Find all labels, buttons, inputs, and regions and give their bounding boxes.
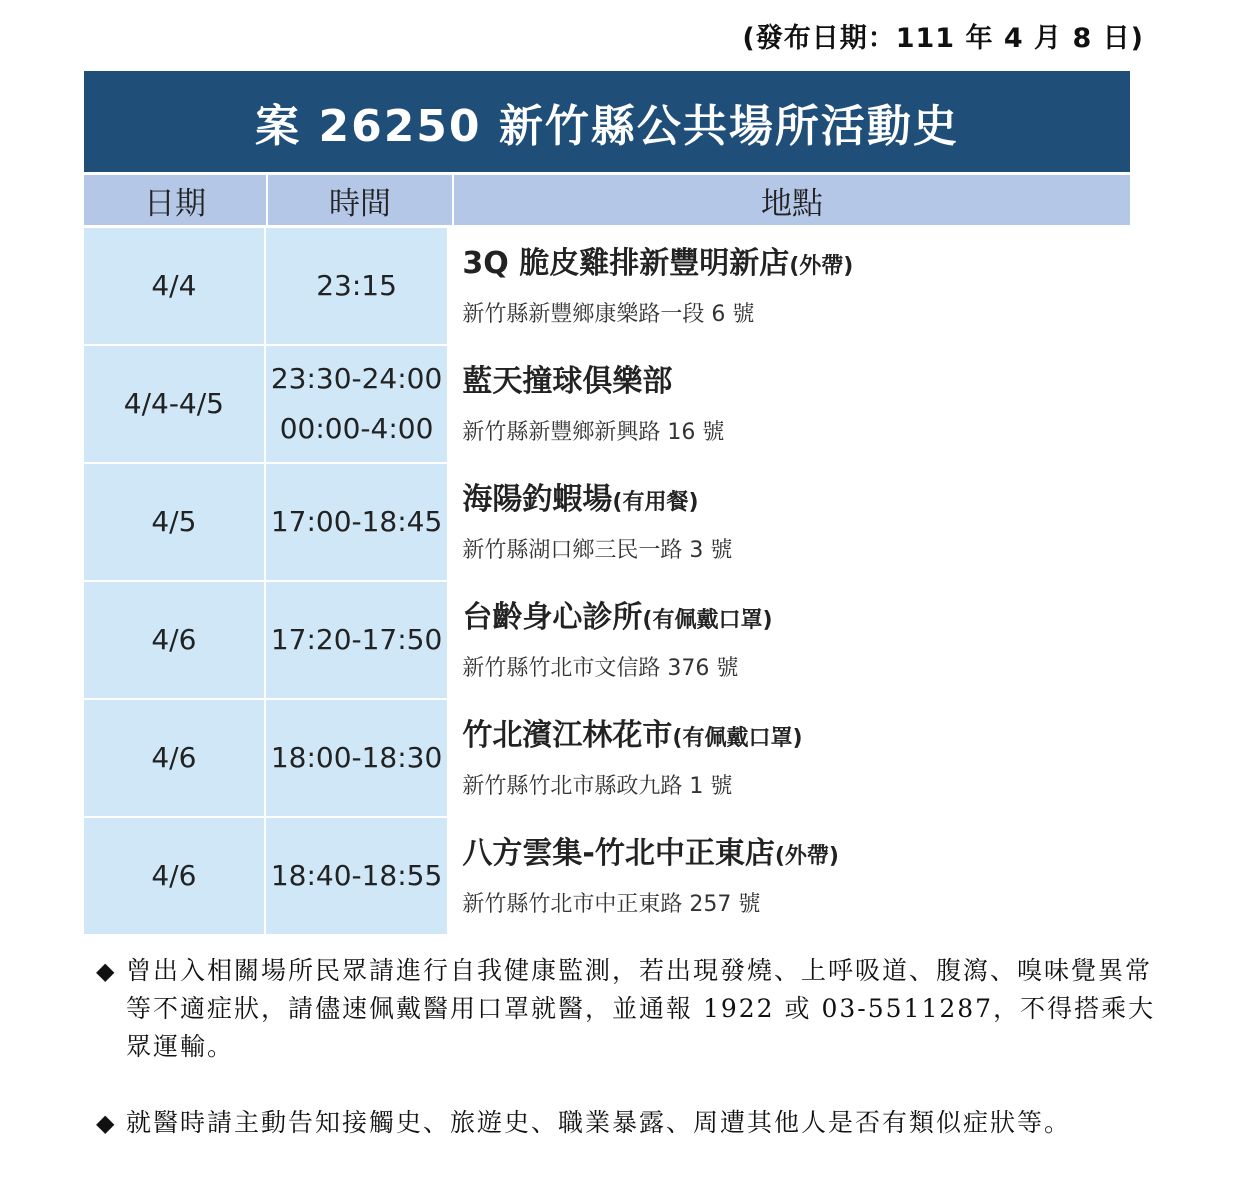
row-date: 4/6 — [84, 818, 264, 934]
place-address: 新竹縣竹北市中正東路 257 號 — [462, 892, 761, 917]
note-text: 就醫時請主動告知接觸史、旅遊史、職業暴露、周遭其他人是否有類似症狀等。 — [126, 1108, 1072, 1137]
place-name-line — [462, 598, 1130, 641]
row-time — [266, 818, 448, 934]
diamond-bullet-icon: ◆ — [96, 957, 117, 985]
time-range: 18:00-18:30 — [270, 741, 443, 774]
row-time — [266, 582, 448, 698]
time-range: 23:15 — [316, 269, 397, 302]
place-name: 台齡身心診所 — [462, 600, 643, 635]
place-name-line — [462, 362, 1130, 405]
row-time — [266, 464, 448, 580]
place-note: (有用餐) — [612, 490, 699, 515]
place-note: (有佩戴口罩) — [672, 726, 803, 751]
time-range: 17:20-17:50 — [270, 623, 443, 656]
release-date: (發布日期：111 年 4 月 8 日) — [742, 23, 1144, 54]
place-note: (外帶) — [774, 844, 839, 869]
table-row — [84, 464, 1130, 580]
row-date: 4/4 — [84, 228, 264, 344]
row-time — [266, 700, 448, 816]
place-name: 藍天撞球俱樂部 — [462, 364, 673, 399]
place-address: 新竹縣新豐鄉康樂路一段 6 號 — [462, 302, 755, 327]
table-row — [84, 818, 1130, 934]
header-time: 時間 — [268, 175, 452, 225]
row-date: 4/4-4/5 — [84, 346, 264, 462]
row-location — [449, 346, 1130, 462]
row-location — [449, 582, 1130, 698]
row-location — [449, 700, 1130, 816]
row-date: 4/6 — [84, 700, 264, 816]
table-body — [84, 228, 1130, 934]
time-range: 00:00-4:00 — [279, 412, 434, 445]
activity-table — [84, 71, 1130, 934]
time-range: 17:00-18:45 — [270, 505, 443, 538]
row-date: 4/5 — [84, 464, 264, 580]
header-location: 地點 — [454, 175, 1130, 225]
row-location — [449, 464, 1130, 580]
place-address: 新竹縣新豐鄉新興路 16 號 — [462, 420, 725, 445]
note-paragraph — [96, 952, 1156, 1066]
time-range: 18:40-18:55 — [270, 859, 443, 892]
place-name-line — [462, 834, 1130, 877]
place-note: (外帶) — [789, 254, 854, 279]
diamond-bullet-icon: ◆ — [96, 1109, 117, 1137]
table-title: 案 26250 新竹縣公共場所活動史 — [84, 71, 1130, 172]
time-range: 23:30-24:00 — [270, 362, 443, 395]
health-notes — [96, 952, 1156, 1142]
place-name-line — [462, 244, 1130, 287]
place-address: 新竹縣竹北市縣政九路 1 號 — [462, 774, 733, 799]
row-location — [449, 228, 1130, 344]
place-name-line — [462, 716, 1130, 759]
row-time — [266, 228, 448, 344]
place-address: 新竹縣竹北市文信路 376 號 — [462, 656, 739, 681]
place-name-line — [462, 480, 1130, 523]
table-row — [84, 700, 1130, 816]
header-date: 日期 — [84, 175, 266, 225]
table-row — [84, 346, 1130, 462]
row-time — [266, 346, 448, 462]
place-name: 竹北濱江林花市 — [462, 718, 673, 753]
place-note: (有佩戴口罩) — [642, 608, 773, 633]
place-name: 海陽釣蝦場 — [462, 482, 613, 517]
place-name: 八方雲集-竹北中正東店 — [462, 836, 775, 871]
place-address: 新竹縣湖口鄉三民一路 3 號 — [462, 538, 733, 563]
row-location — [449, 818, 1130, 934]
table-header-row — [84, 175, 1130, 225]
note-text: 曾出入相關場所民眾請進行自我健康監測，若出現發燒、上呼吸道、腹瀉、嗅味覺異常等不適症狀，請儘速佩戴醫用口罩就醫，並通報 1922 或 03-5511287，不得搭乘大眾運輸。 — [126, 956, 1156, 1061]
place-name: 3Q 脆皮雞排新豐明新店 — [462, 246, 790, 281]
table-row — [84, 582, 1130, 698]
table-row — [84, 228, 1130, 344]
row-date: 4/6 — [84, 582, 264, 698]
note-paragraph — [96, 1104, 1156, 1142]
